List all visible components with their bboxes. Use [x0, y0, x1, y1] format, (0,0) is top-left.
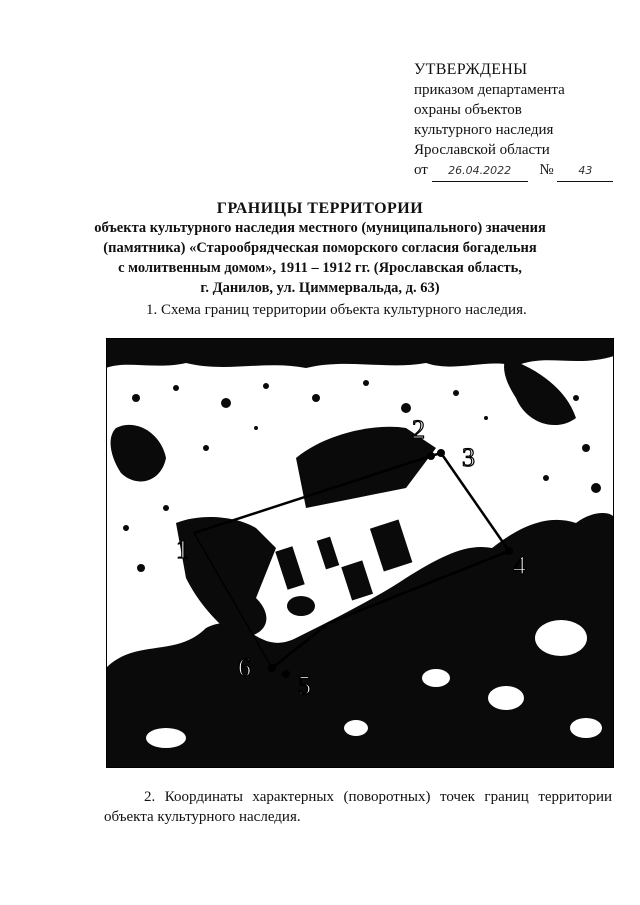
- vertex-5: [282, 670, 290, 678]
- date-handwritten: 26.04.2022: [432, 161, 528, 182]
- subtitle-line-2: (памятника) «Старообрядческая поморского согласия богадельня: [103, 240, 537, 256]
- date-prefix: от: [414, 162, 428, 178]
- subtitle-line-3: с молитвенным домом», 1911 – 1912 гг. (Ярославская область,: [118, 260, 522, 276]
- number-prefix: №: [539, 162, 554, 178]
- approval-date-line: [414, 160, 614, 182]
- point-label-4: 4: [513, 551, 526, 580]
- vertex-4: [505, 547, 513, 555]
- point-label-3: 3: [462, 443, 475, 472]
- approval-line-4: Ярославской области: [414, 142, 550, 158]
- approval-block: [414, 60, 614, 182]
- approval-line-1: приказом департамента: [414, 82, 565, 98]
- point-label-5: 5: [298, 671, 311, 700]
- section-1-caption: 1. Схема границ территории объекта культурного наследия.: [146, 302, 527, 318]
- subtitle-line-4: г. Данилов, ул. Циммервальда, д. 63): [200, 280, 440, 296]
- number-handwritten: 43: [557, 161, 613, 182]
- document-subtitle: [60, 218, 580, 298]
- vertex-6: [268, 664, 276, 672]
- point-label-6: 6: [238, 653, 251, 682]
- approval-heading: УТВЕРЖДЕНЫ: [414, 61, 528, 78]
- approval-line-2: охраны объектов: [414, 102, 522, 118]
- approval-line-3: культурного наследия: [414, 122, 554, 138]
- section-2-caption: 2. Координаты характерных (поворотных) точек границ территории объекта культурного наследия.: [104, 789, 612, 825]
- point-label-1: 1: [176, 535, 189, 564]
- document-title: ГРАНИЦЫ ТЕРРИТОРИИ: [216, 200, 424, 217]
- point-label-2: 2: [412, 415, 425, 444]
- vertex-2: [427, 452, 435, 460]
- subtitle-line-1: объекта культурного наследия местного (муниципального) значения: [94, 220, 546, 236]
- vertex-3: [437, 449, 445, 457]
- boundary-map: [106, 338, 614, 768]
